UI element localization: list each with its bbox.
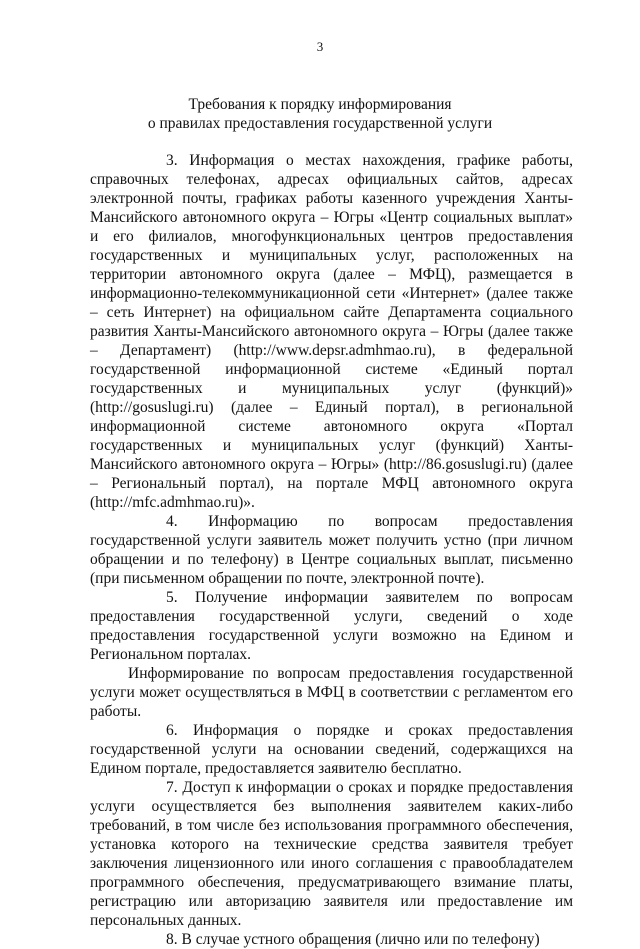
paragraph-8 bbox=[90, 930, 573, 949]
paragraph-3 bbox=[90, 151, 573, 512]
paragraph-number: 4. bbox=[166, 513, 178, 530]
paragraph-text: Информирование по вопросам предоставления государственной услуги может осуществляться в МФЦ в соответствии с регламентом его работы. bbox=[90, 665, 573, 720]
paragraph-number: 6. bbox=[166, 722, 178, 739]
paragraph-number: 7. bbox=[166, 779, 178, 796]
section-title-line-2: о правилах предоставления государственной услуги bbox=[147, 115, 493, 132]
paragraph-number: 3. bbox=[166, 152, 178, 169]
paragraph-5-continued bbox=[90, 664, 573, 721]
page-number: 3 bbox=[316, 39, 324, 54]
section-title-line-1: Требования к порядку информирования bbox=[188, 96, 452, 113]
paragraph-text: Получение информации заявителем по вопросам предоставления государственной услуги, сведений о ходе предоставления государственной услуги возможно на Едином и Региональном порталах. bbox=[90, 589, 573, 663]
paragraph-text: Информация о порядке и сроках предоставления государственной услуги на основании сведений, содержащихся на Едином портале, предоставляется заявителю бесплатно. bbox=[90, 722, 574, 777]
paragraph-text: Информацию по вопросам предоставления государственной услуги заявитель может получить устно (при личном обращении и по телефону) в Центре социальных выплат, письменно (при письменном обращении по почте, электронной почте). bbox=[90, 513, 573, 587]
paragraph-5 bbox=[90, 588, 573, 664]
paragraph-number: 5. bbox=[166, 589, 178, 606]
section-title bbox=[0, 95, 640, 133]
paragraph-7 bbox=[90, 778, 573, 930]
document-body bbox=[90, 151, 573, 949]
paragraph-text: В случае устного обращения (лично или по телефону) bbox=[181, 931, 540, 948]
paragraph-4 bbox=[90, 512, 573, 588]
paragraph-6 bbox=[90, 721, 573, 778]
paragraph-text: Информация о местах нахождения, графике работы, справочных телефонах, адресах официальных сайтов, адресах электронной почты, графиках работы казенного учреждения Ханты-Мансийского автономного округа – Югры «Центр социальных выплат» и его филиалов, многофункциональных центров предоставления государственных и муниципальных услуг, расположенных на территории автономного округа (далее – МФЦ), размещается в информационно-телекоммуникационной сети «Интернет» (далее также – сеть Интернет) на официальном сайте Департамента социального развития Ханты-Мансийского автономного округа – Югры (далее также – Департамент) (http://www.depsr.admhmao.ru), в федеральной государственной информационной системе «Единый портал государственных и муниципальных услуг (функций)» (http://gosuslugi.ru) (далее – Единый портал), в региональной информационной системе автономного округа «Портал государственных и муниципальных услуг (функций) Ханты-Мансийского автономного округа – Югры» (http://86.gosuslugi.ru) (далее – Региональный портал), на портале МФЦ автономного округа (http://mfc.admhmao.ru)». bbox=[90, 152, 573, 511]
paragraph-text: Доступ к информации о сроках и порядке предоставления услуги осуществляется без выполнения заявителем каких-либо требований, в том числе без использования программного обеспечения, установка которого на технические средства заявителя требует заключения лицензионного или иного соглашения с правообладателем программного обеспечения, предусматривающего взимание платы, регистрацию или авторизацию заявителя или предоставление им персональных данных. bbox=[90, 779, 574, 929]
paragraph-number: 8. bbox=[166, 931, 178, 948]
